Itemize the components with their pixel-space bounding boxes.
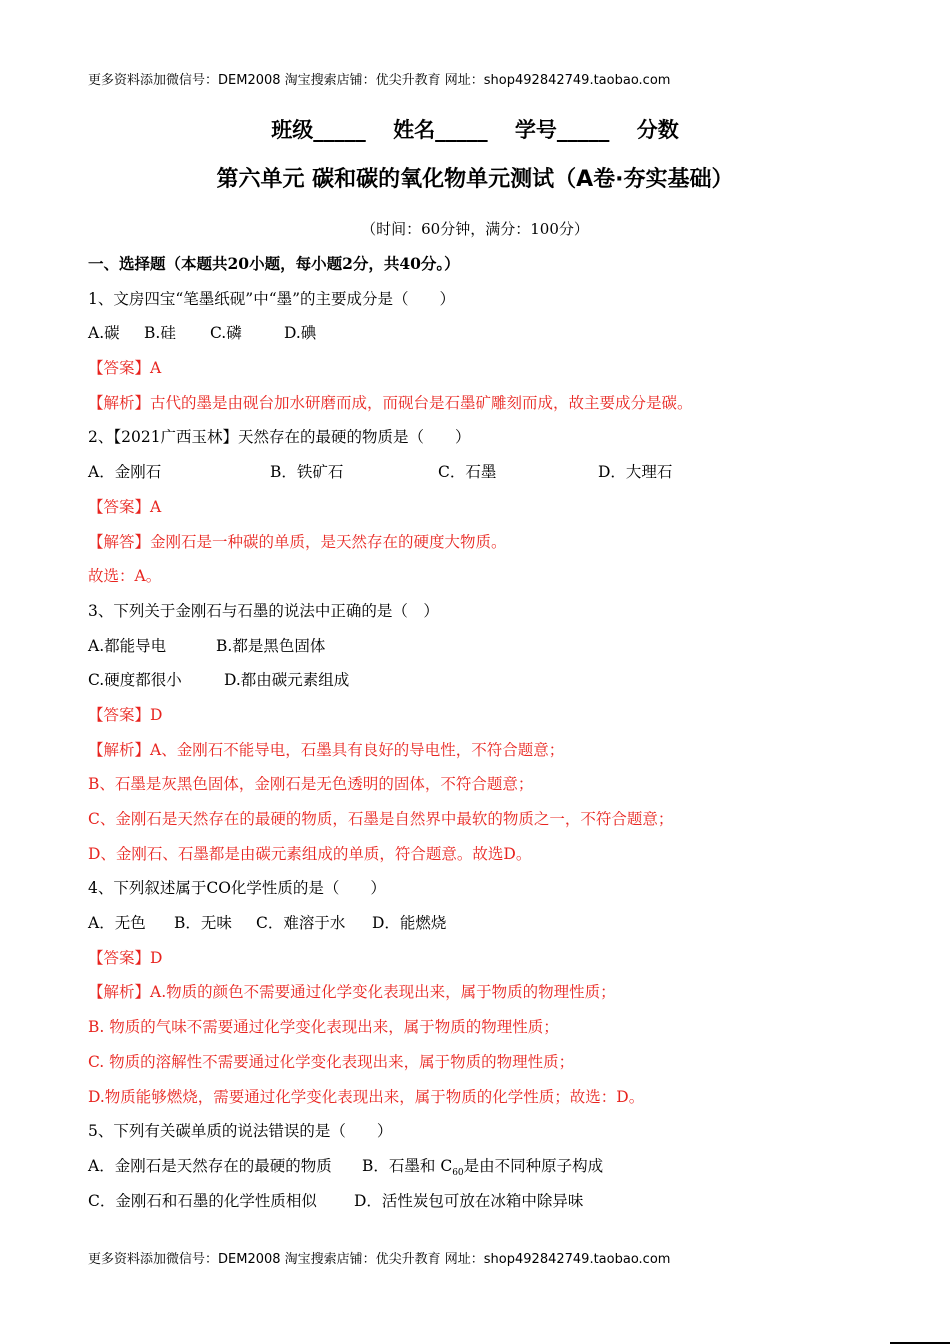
- option-b: B．无味: [174, 914, 232, 933]
- option-c: C.磷: [210, 324, 242, 343]
- option-a: A．金刚石是天然存在的最硬的物质: [88, 1156, 332, 1175]
- header-note: 更多资料添加微信号：DEM2008 淘宝搜索店铺：优尖升教育 网址：shop492842749.taobao.com: [88, 73, 671, 88]
- question-list: [88, 252, 888, 1223]
- page-title: 第六单元 碳和碳的氧化物单元测试（A卷·夯实基础）: [216, 167, 734, 192]
- option-c: C．难溶于水: [256, 914, 346, 933]
- option-a: A．无色: [88, 914, 146, 933]
- question-4-analysis-4: D.物质能够燃烧，需要通过化学变化表现出来，属于物质的化学性质；故选：D。: [88, 1087, 645, 1106]
- question-3-analysis-2: B、石墨是灰黑色固体，金刚石是无色透明的固体，不符合题意；: [88, 775, 534, 794]
- subscript-60: 60: [452, 1167, 464, 1178]
- option-d: D.都由碳元素组成: [224, 671, 350, 690]
- page-subtitle: （时间：60分钟，满分：100分）: [361, 220, 589, 238]
- question-5-options-ab: [88, 1154, 888, 1189]
- number-field: 学号_____: [514, 118, 610, 142]
- option-d: D.碘: [284, 324, 317, 343]
- option-b: B.都是黑色固体: [216, 636, 326, 655]
- question-5-stem: 5、下列有关碳单质的说法错误的是（ ）: [88, 1122, 393, 1141]
- option-b: B.硅: [144, 324, 176, 343]
- question-3-options-cd: [88, 668, 888, 703]
- question-1-options: [88, 321, 888, 356]
- option-a: A.碳: [88, 324, 120, 343]
- option-b-prefix: B．石墨和 C: [362, 1156, 453, 1175]
- question-4-options: [88, 911, 888, 946]
- question-4-analysis-3: C. 物质的溶解性不需要通过化学变化表现出来，属于物质的物理性质；: [88, 1052, 575, 1071]
- section-heading: 一、选择题（本题共20小题，每小题2分，共40分。）: [88, 254, 460, 273]
- option-c: C．石墨: [438, 463, 497, 482]
- class-field: 班级_____: [271, 118, 366, 142]
- question-2-analysis: 【解答】金刚石是一种碳的单质，是天然存在的硬度大物质。: [88, 532, 507, 551]
- question-2-options: [88, 460, 888, 495]
- question-3-stem: 3、下列关于金刚石与石墨的说法中正确的是（ ）: [88, 601, 439, 620]
- question-4-stem: 4、下列叙述属于CO化学性质的是（ ）: [88, 879, 386, 898]
- question-4-analysis-1: 【解析】A.物质的颜色不需要通过化学变化表现出来，属于物质的物理性质；: [88, 983, 616, 1002]
- footer-note: 更多资料添加微信号：DEM2008 淘宝搜索店铺：优尖升教育 网址：shop492842749.taobao.com: [88, 1252, 671, 1267]
- option-d: D．活性炭包可放在冰箱中除异味: [354, 1191, 584, 1210]
- question-1-answer: 【答案】A: [88, 359, 162, 378]
- question-2-stem: 2、【2021广西玉林】天然存在的最硬的物质是（ ）: [88, 428, 471, 447]
- question-4-analysis-2: B. 物质的气味不需要通过化学变化表现出来，属于物质的物理性质；: [88, 1018, 559, 1037]
- question-4-answer: 【答案】D: [88, 948, 163, 967]
- question-3-analysis-4: D、金刚石、石墨都是由碳元素组成的单质，符合题意。故选D。: [88, 844, 532, 863]
- question-1-analysis: 【解析】古代的墨是由砚台加水研磨而成，而砚台是石墨矿雕刻而成，故主要成分是碳。: [88, 393, 693, 412]
- question-2-answer: 【答案】A: [88, 497, 162, 516]
- option-d: D．能燃烧: [372, 914, 447, 933]
- question-3-answer: 【答案】D: [88, 705, 163, 724]
- name-field: 姓名_____: [393, 118, 488, 142]
- score-field: 分数: [636, 118, 679, 142]
- option-b: B．铁矿石: [270, 463, 344, 482]
- option-b-suffix: 是由不同种原子构成: [463, 1156, 604, 1175]
- option-b: [362, 1154, 603, 1185]
- option-c: C．金刚石和石墨的化学性质相似: [88, 1191, 317, 1210]
- option-a: A.都能导电: [88, 636, 167, 655]
- option-d: D．大理石: [598, 463, 673, 482]
- student-info-line: [0, 114, 950, 144]
- question-3-analysis-3: C、金刚石是天然存在的最硬的物质，石墨是自然界中最软的物质之一，不符合题意；: [88, 810, 674, 828]
- option-c: C.硬度都很小: [88, 671, 182, 690]
- option-a: A．金刚石: [88, 463, 162, 482]
- question-3-options-ab: [88, 634, 888, 669]
- question-2-choice: 故选：A。: [88, 567, 162, 586]
- question-1-stem: 1、文房四宝“笔墨纸砚”中“墨”的主要成分是（ ）: [88, 289, 456, 308]
- question-3-analysis-1: 【解析】A、金刚石不能导电，石墨具有良好的导电性，不符合题意；: [88, 740, 565, 759]
- question-5-options-cd: [88, 1189, 888, 1224]
